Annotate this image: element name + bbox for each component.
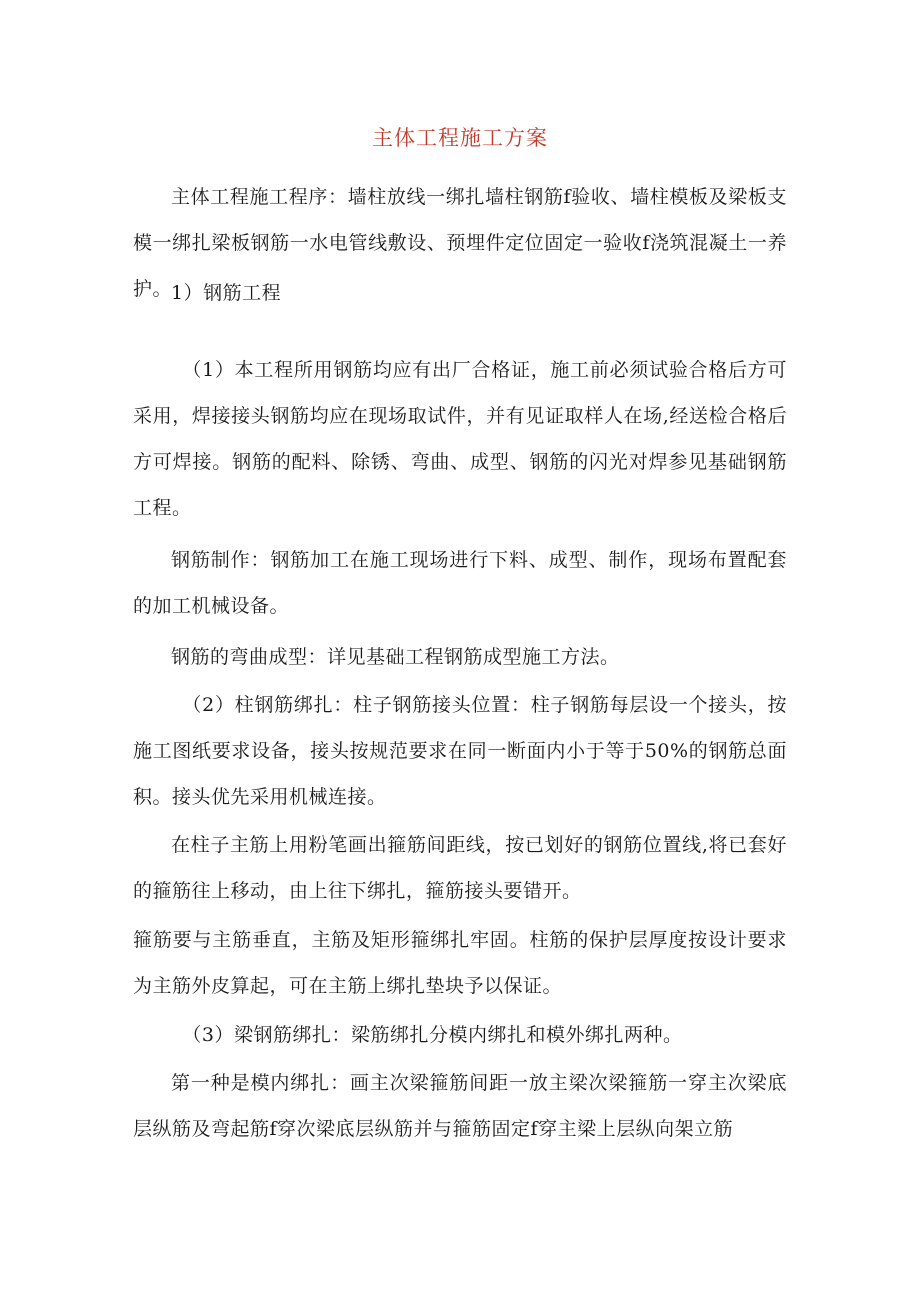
paragraph-rebar-fabrication: 钢筋制作：钢筋加工在施工现场进行下料、成型、制作，现场布置配套的加工机械设备。 (133, 549, 787, 617)
paragraph-in-mold-binding: 第一种是模内绑扎：画主次梁箍筋间距一放主梁次梁箍筋一穿主次梁底层纵筋及弯起筋f穿次梁底层纵筋并与箍筋固定f穿主梁上层纵向架立筋 (133, 1072, 787, 1140)
document-title: 主体工程施工方案 (372, 126, 548, 150)
paragraph-rebar-item-1: （1）本工程所用钢筋均应有出厂合格证，施工前必须试验合格后方可采用，焊接接头钢筋均应在现场取试件，并有见证取样人在场,经送检合格后方可焊接。钢筋的配料、除锈、弯曲、成型、钢筋的闪光对焊参见基础钢筋工程。 (133, 359, 787, 519)
paragraph-column-rebar-binding: （2）柱钢筋绑扎：柱子钢筋接头位置：柱子钢筋每层设一个接头，按施工图纸要求设备，接头按规范要求在同一断面内小于等于50%的钢筋总面积。接头优先采用机械连接。 (133, 694, 787, 808)
section-heading-rebar-works: 1）钢筋工程 (171, 282, 282, 304)
paragraph-beam-rebar-binding: （3）梁钢筋绑扎：梁筋绑扎分模内绑扎和模外绑扎两种。 (182, 1024, 683, 1046)
paragraph-rebar-bending: 钢筋的弯曲成型：详见基础工程钢筋成型施工方法。 (171, 646, 620, 668)
paragraph-construction-sequence: 主体工程施工程序：墙柱放线一绑扎墙柱钢筋f验收、墙柱模板及梁板支模一绑扎梁板钢筋一水电管线敷设、预埋件定位固定一验收f浇筑混凝土一养护。 (133, 186, 787, 300)
paragraph-column-stirrups: 在柱子主筋上用粉笔画出箍筋间距线，按已划好的钢筋位置线,将已套好的箍筋往上移动，由上往下绑扎，箍筋接头要错开。 (133, 834, 787, 902)
paragraph-stirrup-main-bar: 箍筋要与主筋垂直，主筋及矩形箍绑扎牢固。柱筋的保护层厚度按设计要求为主筋外皮算起，可在主筋上绑扎垫块予以保证。 (133, 929, 787, 997)
